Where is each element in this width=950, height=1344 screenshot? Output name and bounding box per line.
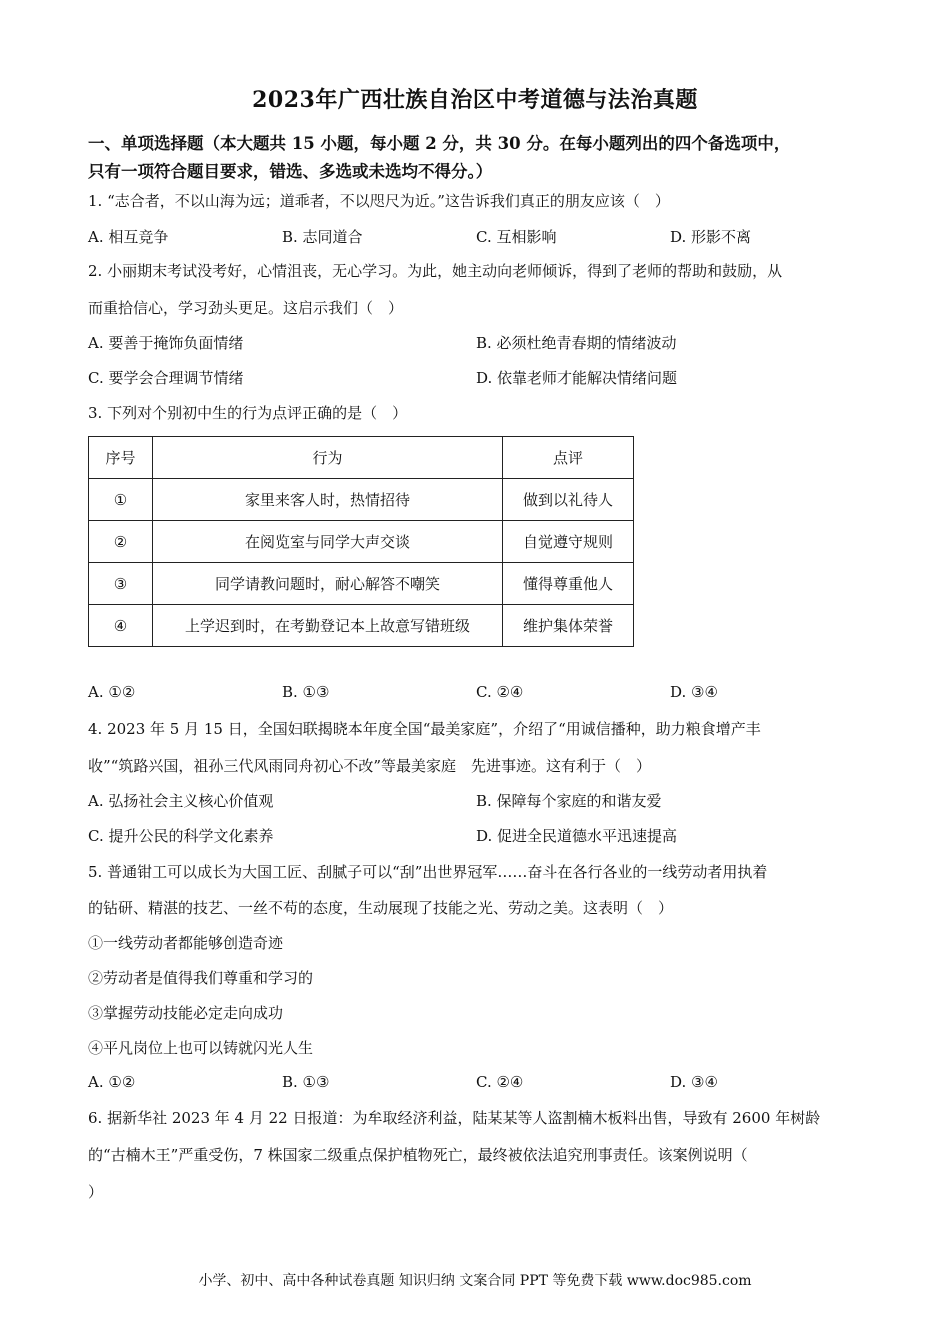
- question-5-stem-line2: 的钻研、精湛的技艺、一丝不苟的态度，生动展现了技能之光、劳动之美。这表明（ ）: [88, 899, 674, 917]
- section-heading-line2: 只有一项符合题目要求，错选、多选或未选均不得分。）: [88, 162, 493, 181]
- q4-option-a: A. 弘扬社会主义核心价值观: [88, 792, 274, 810]
- table-cell: ①: [89, 479, 153, 521]
- table-cell: ③: [89, 563, 153, 605]
- q2-option-d: D. 依靠老师才能解决情绪问题: [476, 369, 678, 387]
- question-6-stem-line1: 6. 据新华社 2023 年 4 月 22 日报道：为牟取经济利益，陆某某等人盗割楠木板料出售，导致有 2600 年树龄: [88, 1109, 821, 1127]
- table-cell: 做到以礼待人: [503, 479, 634, 521]
- q1-option-b: B. 志同道合: [282, 228, 363, 246]
- table-cell: 懂得尊重他人: [503, 563, 634, 605]
- table-row: [89, 521, 634, 563]
- table-row: [89, 605, 634, 647]
- q4-option-d: D. 促进全民道德水平迅速提高: [476, 827, 678, 845]
- question-1-stem: 1. “志合者，不以山海为远；道乖者，不以咫尺为近。”这告诉我们真正的朋友应该（ ）: [88, 192, 670, 210]
- q5-option-c: C. ②④: [476, 1073, 524, 1091]
- table-cell: 在阅览室与同学大声交谈: [153, 521, 503, 563]
- q3-behavior-table: [88, 436, 634, 647]
- q5-option-a: A. ①②: [88, 1073, 136, 1091]
- q2-option-c: C. 要学会合理调节情绪: [88, 369, 244, 387]
- table-header-cell: 序号: [89, 437, 153, 479]
- q5-statement-3: ③掌握劳动技能必定走向成功: [88, 1004, 284, 1022]
- question-6-stem-line3: ）: [88, 1183, 104, 1201]
- q5-statement-1: ①一线劳动者都能够创造奇迹: [88, 934, 284, 952]
- q3-option-d: D. ③④: [670, 683, 718, 701]
- q5-option-d: D. ③④: [670, 1073, 718, 1091]
- question-2-stem-line1: 2. 小丽期末考试没考好，心情沮丧，无心学习。为此，她主动向老师倾诉，得到了老师的帮助和鼓励，从: [88, 262, 783, 280]
- question-5-stem-line1: 5. 普通钳工可以成长为大国工匠、刮腻子可以“刮”出世界冠军……奋斗在各行各业的一线劳动者用执着: [88, 863, 768, 881]
- table-cell: 家里来客人时，热情招待: [153, 479, 503, 521]
- question-4-stem-line1: 4. 2023 年 5 月 15 日，全国妇联揭晓本年度全国“最美家庭”，介绍了“用诚信播种，助力粮食增产丰: [88, 720, 761, 738]
- q4-option-b: B. 保障每个家庭的和谐友爱: [476, 792, 662, 810]
- q1-option-d: D. 形影不离: [670, 228, 752, 246]
- q2-option-a: A. 要善于掩饰负面情绪: [88, 334, 244, 352]
- q1-option-c: C. 互相影响: [476, 228, 557, 246]
- table-row: [89, 479, 634, 521]
- q3-option-b: B. ①③: [282, 683, 330, 701]
- question-4-stem-line2: 收”“筑路兴国，祖孙三代风雨同舟初心不改”等最美家庭 先进事迹。这有利于（ ）: [88, 757, 652, 775]
- q2-option-b: B. 必须杜绝青春期的情绪波动: [476, 334, 677, 352]
- page-footer: 小学、初中、高中各种试卷真题 知识归纳 文案合同 PPT 等免费下载 www.doc985.com: [198, 1273, 752, 1289]
- q5-option-b: B. ①③: [282, 1073, 330, 1091]
- q3-option-c: C. ②④: [476, 683, 524, 701]
- question-2-stem-line2: 而重拾信心，学习劲头更足。这启示我们（ ）: [88, 299, 404, 317]
- table-header-cell: 行为: [153, 437, 503, 479]
- q3-option-a: A. ①②: [88, 683, 136, 701]
- table-cell: 自觉遵守规则: [503, 521, 634, 563]
- table-cell: ④: [89, 605, 153, 647]
- page-title: 2023年广西壮族自治区中考道德与法治真题: [252, 87, 698, 113]
- q5-statement-2: ②劳动者是值得我们尊重和学习的: [88, 969, 314, 987]
- table-cell: 维护集体荣誉: [503, 605, 634, 647]
- table-cell: 同学请教问题时，耐心解答不嘲笑: [153, 563, 503, 605]
- question-3-stem: 3. 下列对个别初中生的行为点评正确的是（ ）: [88, 404, 408, 422]
- table-header-row: [89, 437, 634, 479]
- q1-option-a: A. 相互竞争: [88, 228, 169, 246]
- table-cell: ②: [89, 521, 153, 563]
- question-6-stem-line2: 的“古楠木王”严重受伤，7 株国家二级重点保护植物死亡，最终被依法追究刑事责任。该案例说明（: [88, 1146, 748, 1164]
- table-row: [89, 563, 634, 605]
- table-cell: 上学迟到时，在考勤登记本上故意写错班级: [153, 605, 503, 647]
- q5-statement-4: ④平凡岗位上也可以铸就闪光人生: [88, 1039, 314, 1057]
- section-heading-line1: 一、单项选择题（本大题共 15 小题，每小题 2 分，共 30 分。在每小题列出的四个备选项中，: [88, 134, 791, 153]
- table-header-cell: 点评: [503, 437, 634, 479]
- q4-option-c: C. 提升公民的科学文化素养: [88, 827, 274, 845]
